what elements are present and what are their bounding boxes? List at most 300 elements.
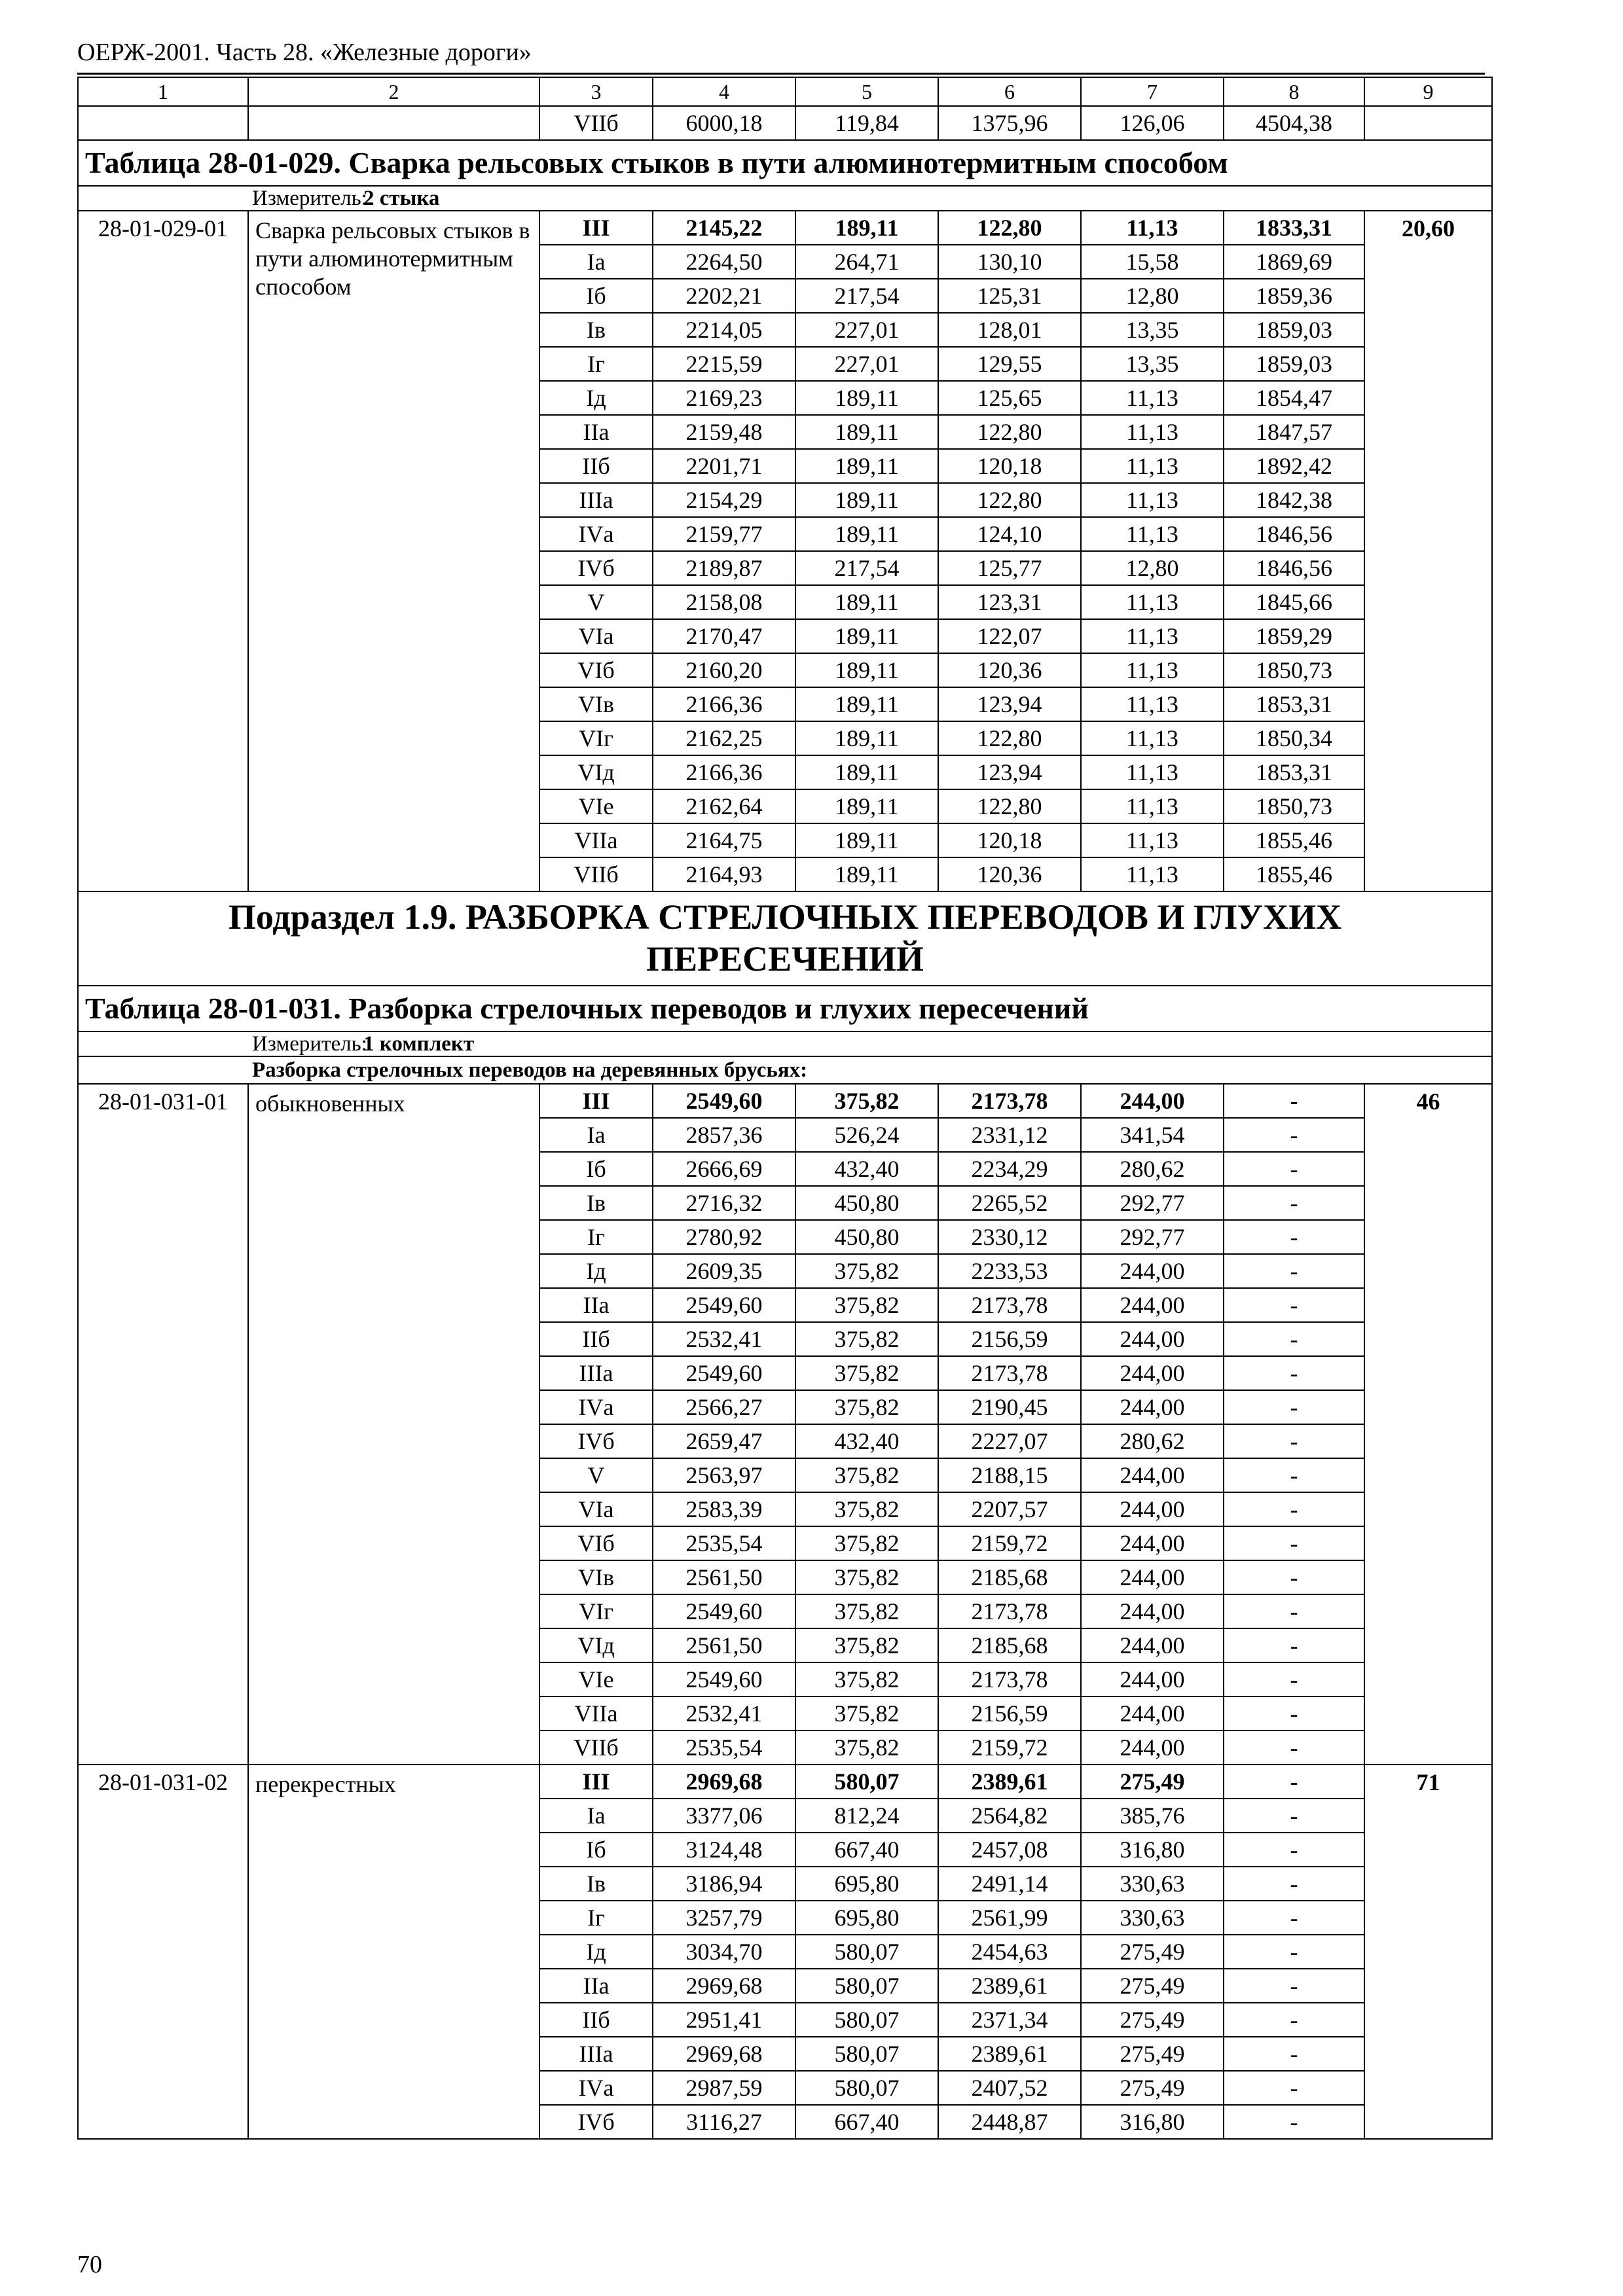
zone-cell: Iг <box>539 1901 653 1935</box>
zone-cell: VIа <box>539 619 653 653</box>
norm-code: 28-01-031-02 <box>78 1765 248 2139</box>
value-cell: 1853,31 <box>1224 687 1364 721</box>
value-cell: 244,00 <box>1081 1492 1224 1526</box>
value-cell: - <box>1224 1390 1364 1424</box>
zone-cell: Iд <box>539 1935 653 1969</box>
value-cell: 122,80 <box>938 483 1081 517</box>
value-cell: 189,11 <box>795 585 938 619</box>
value-cell: 11,13 <box>1081 483 1224 517</box>
zone-cell: III <box>539 211 653 245</box>
column-number-row <box>78 77 1492 106</box>
value-cell: - <box>1224 1186 1364 1220</box>
value-cell: 120,36 <box>938 653 1081 687</box>
value-cell: 526,24 <box>795 1118 938 1152</box>
measurement-unit <box>78 186 1492 211</box>
value-cell: - <box>1224 1084 1364 1118</box>
value-cell: 12,80 <box>1081 279 1224 313</box>
value-cell: 1859,29 <box>1224 619 1364 653</box>
value-cell: 2265,52 <box>938 1186 1081 1220</box>
value-cell: 2156,59 <box>938 1696 1081 1731</box>
value-cell: 1869,69 <box>1224 245 1364 279</box>
value-cell: 122,07 <box>938 619 1081 653</box>
value-cell: 1859,03 <box>1224 313 1364 347</box>
value-cell: 2666,69 <box>653 1152 795 1186</box>
value-cell: 2164,75 <box>653 823 795 857</box>
value-cell: 2173,78 <box>938 1356 1081 1390</box>
value-cell: 244,00 <box>1081 1696 1224 1731</box>
zone-cell: V <box>539 1458 653 1492</box>
value-cell: 1850,73 <box>1224 653 1364 687</box>
value-cell: 11,13 <box>1081 823 1224 857</box>
value-cell: 2549,60 <box>653 1288 795 1322</box>
value-cell: 217,54 <box>795 279 938 313</box>
value-cell: 2549,60 <box>653 1662 795 1696</box>
norm-code: 28-01-029-01 <box>78 211 248 891</box>
value-cell: 120,18 <box>938 823 1081 857</box>
zone-cell: V <box>539 585 653 619</box>
zone-cell: VIд <box>539 1628 653 1662</box>
zone-cell: VIб <box>539 1526 653 1560</box>
value-cell: - <box>1224 1799 1364 1833</box>
value-cell: 2389,61 <box>938 2037 1081 2071</box>
value-cell: 3124,48 <box>653 1833 795 1867</box>
value-cell: 695,80 <box>795 1901 938 1935</box>
value-cell: 244,00 <box>1081 1662 1224 1696</box>
value-cell: 2234,29 <box>938 1152 1081 1186</box>
zone-cell: Iг <box>539 1220 653 1254</box>
value-cell: 244,00 <box>1081 1084 1224 1118</box>
measurement-unit <box>78 1031 1492 1056</box>
value-cell: 580,07 <box>795 2071 938 2105</box>
zone-cell: IVб <box>539 1424 653 1458</box>
value-cell: 189,11 <box>795 789 938 823</box>
zone-cell: VIIб <box>539 1731 653 1765</box>
value-cell: 130,10 <box>938 245 1081 279</box>
value-cell: 1859,03 <box>1224 347 1364 381</box>
value-cell: - <box>1224 1833 1364 1867</box>
value-cell: 2162,64 <box>653 789 795 823</box>
value-cell: 375,82 <box>795 1731 938 1765</box>
zone-cell: Iа <box>539 1118 653 1152</box>
value-cell: 375,82 <box>795 1322 938 1356</box>
value-cell: 280,62 <box>1081 1424 1224 1458</box>
value-cell: - <box>1224 2003 1364 2037</box>
value-cell: 120,18 <box>938 449 1081 483</box>
value-cell: 6000,18 <box>653 106 795 140</box>
zone-cell: Iв <box>539 1186 653 1220</box>
value-cell: 11,13 <box>1081 585 1224 619</box>
value-cell: 15,58 <box>1081 245 1224 279</box>
running-header: ОЕРЖ-2001. Часть 28. «Железные дороги» <box>77 39 532 66</box>
group-heading: Разборка стрелочных переводов на деревянных брусьях: <box>78 1056 1492 1084</box>
value-cell: 126,06 <box>1081 106 1224 140</box>
value-cell: 1853,31 <box>1224 755 1364 789</box>
zone-cell: VIг <box>539 1594 653 1628</box>
zone-cell: Iв <box>539 1867 653 1901</box>
value-cell: 316,80 <box>1081 2105 1224 2139</box>
value-cell: 11,13 <box>1081 721 1224 755</box>
value-cell: - <box>1224 1731 1364 1765</box>
value-cell: 244,00 <box>1081 1526 1224 1560</box>
column-number: 5 <box>795 77 938 106</box>
zone-cell: IIIа <box>539 2037 653 2071</box>
value-cell: 227,01 <box>795 347 938 381</box>
table-title: Таблица 28-01-031. Разборка стрелочных переводов и глухих пересечений <box>78 986 1492 1031</box>
value-cell: - <box>1224 1662 1364 1696</box>
value-cell: 2190,45 <box>938 1390 1081 1424</box>
value-cell: 1845,66 <box>1224 585 1364 619</box>
zone-cell: Iв <box>539 313 653 347</box>
group-heading-row <box>78 1056 1492 1084</box>
work-name: Сварка рельсовых стыков в пути алюминотермитным способом <box>248 211 539 891</box>
value-cell: 812,24 <box>795 1799 938 1833</box>
value-cell: 2158,08 <box>653 585 795 619</box>
value-cell: 244,00 <box>1081 1628 1224 1662</box>
value-cell: - <box>1224 2037 1364 2071</box>
value-cell: 375,82 <box>795 1492 938 1526</box>
value-cell: - <box>1224 1526 1364 1560</box>
norm-code: 28-01-031-01 <box>78 1084 248 1765</box>
value-cell: 189,11 <box>795 653 938 687</box>
value-cell: 2563,97 <box>653 1458 795 1492</box>
value-cell: - <box>1224 1901 1364 1935</box>
table-row <box>78 1765 1492 1799</box>
value-cell: 227,01 <box>795 313 938 347</box>
value-cell: 2407,52 <box>938 2071 1081 2105</box>
value-cell: 189,11 <box>795 823 938 857</box>
zone-cell: IVа <box>539 2071 653 2105</box>
value-cell: 275,49 <box>1081 1765 1224 1799</box>
value-cell: 125,77 <box>938 551 1081 585</box>
value-cell: 264,71 <box>795 245 938 279</box>
value-cell: - <box>1224 1356 1364 1390</box>
value-cell: 375,82 <box>795 1254 938 1288</box>
zone-cell: VIг <box>539 721 653 755</box>
value-cell: 375,82 <box>795 1594 938 1628</box>
value-cell: 2448,87 <box>938 2105 1081 2139</box>
value-cell: 2371,34 <box>938 2003 1081 2037</box>
value-cell: 128,01 <box>938 313 1081 347</box>
value-cell: 11,13 <box>1081 381 1224 415</box>
value-cell: 189,11 <box>795 857 938 891</box>
value-cell: 275,49 <box>1081 2037 1224 2071</box>
value-cell: 1846,56 <box>1224 517 1364 551</box>
value-cell: 2202,21 <box>653 279 795 313</box>
value-cell: 275,49 <box>1081 1935 1224 1969</box>
value-cell: 2561,50 <box>653 1628 795 1662</box>
value-cell: 2549,60 <box>653 1084 795 1118</box>
value-cell: 375,82 <box>795 1390 938 1424</box>
value-cell: 244,00 <box>1081 1288 1224 1322</box>
value-cell: 189,11 <box>795 721 938 755</box>
value-cell: 125,65 <box>938 381 1081 415</box>
value-cell: 275,49 <box>1081 1969 1224 2003</box>
value-cell: 123,31 <box>938 585 1081 619</box>
value-cell: 2214,05 <box>653 313 795 347</box>
value-cell: 122,80 <box>938 721 1081 755</box>
value-cell: 11,13 <box>1081 517 1224 551</box>
value-cell: 3116,27 <box>653 2105 795 2139</box>
value-cell: 2207,57 <box>938 1492 1081 1526</box>
value-cell: 2173,78 <box>938 1288 1081 1322</box>
value-cell: 189,11 <box>795 415 938 449</box>
value-cell: 1855,46 <box>1224 823 1364 857</box>
value-cell: 244,00 <box>1081 1731 1224 1765</box>
zone-cell: VIв <box>539 1560 653 1594</box>
value-cell: 189,11 <box>795 381 938 415</box>
value-cell: 2969,68 <box>653 1969 795 2003</box>
value-cell: 1892,42 <box>1224 449 1364 483</box>
value-cell: 330,63 <box>1081 1901 1224 1935</box>
value-cell: 2457,08 <box>938 1833 1081 1867</box>
value-cell: 122,80 <box>938 415 1081 449</box>
value-cell: 450,80 <box>795 1220 938 1254</box>
value-cell: 2170,47 <box>653 619 795 653</box>
zone-cell: Iб <box>539 1833 653 1867</box>
value-cell: 2389,61 <box>938 1765 1081 1799</box>
value-cell: 244,00 <box>1081 1458 1224 1492</box>
zone-cell: Iа <box>539 245 653 279</box>
value-cell: 2189,87 <box>653 551 795 585</box>
labor-cost-cell: 20,60 <box>1364 211 1492 891</box>
value-cell: 244,00 <box>1081 1390 1224 1424</box>
value-cell: 2561,50 <box>653 1560 795 1594</box>
value-cell: 375,82 <box>795 1288 938 1322</box>
value-cell: 2951,41 <box>653 2003 795 2037</box>
value-cell: 11,13 <box>1081 619 1224 653</box>
value-cell: 2173,78 <box>938 1084 1081 1118</box>
value-cell: 124,10 <box>938 517 1081 551</box>
value-cell: 1855,46 <box>1224 857 1364 891</box>
unit-value: 2 стыка <box>363 186 440 210</box>
value-cell: 580,07 <box>795 1969 938 2003</box>
zone-cell: III <box>539 1084 653 1118</box>
zone-cell: Iа <box>539 1799 653 1833</box>
value-cell: 1846,56 <box>1224 551 1364 585</box>
work-name: обыкновенных <box>248 1084 539 1765</box>
value-cell: 667,40 <box>795 2105 938 2139</box>
value-cell: - <box>1224 1492 1364 1526</box>
value-cell: 3186,94 <box>653 1867 795 1901</box>
empty-cell <box>248 106 539 140</box>
zone-cell: VIIа <box>539 823 653 857</box>
measurement-unit-row <box>78 1031 1492 1056</box>
column-number: 7 <box>1081 77 1224 106</box>
unit-label: Измеритель: <box>252 186 367 210</box>
zone-cell: VIIб <box>539 857 653 891</box>
value-cell: 11,13 <box>1081 449 1224 483</box>
zone-cell: IIа <box>539 1288 653 1322</box>
zone-cell: IVб <box>539 2105 653 2139</box>
value-cell: 11,13 <box>1081 415 1224 449</box>
table-title: Таблица 28-01-029. Сварка рельсовых стыков в пути алюминотермитным способом <box>78 140 1492 186</box>
value-cell: - <box>1224 1254 1364 1288</box>
unit-label: Измеритель: <box>252 1031 367 1056</box>
value-cell: 2535,54 <box>653 1526 795 1560</box>
value-cell: 2159,77 <box>653 517 795 551</box>
column-number: 8 <box>1224 77 1364 106</box>
value-cell: 119,84 <box>795 106 938 140</box>
value-cell: 2331,12 <box>938 1118 1081 1152</box>
value-cell: 2227,07 <box>938 1424 1081 1458</box>
value-cell: 2969,68 <box>653 1765 795 1799</box>
zone-cell: IVб <box>539 551 653 585</box>
value-cell: - <box>1224 1458 1364 1492</box>
value-cell: 2491,14 <box>938 1867 1081 1901</box>
measurement-unit-row <box>78 186 1492 211</box>
value-cell: 2169,23 <box>653 381 795 415</box>
value-cell: - <box>1224 1696 1364 1731</box>
column-number: 3 <box>539 77 653 106</box>
value-cell: 2659,47 <box>653 1424 795 1458</box>
value-cell: 580,07 <box>795 2003 938 2037</box>
value-cell: 122,80 <box>938 211 1081 245</box>
value-cell: 2549,60 <box>653 1594 795 1628</box>
value-cell <box>1364 106 1492 140</box>
value-cell: 450,80 <box>795 1186 938 1220</box>
value-cell: 432,40 <box>795 1152 938 1186</box>
zone-cell: IIIа <box>539 483 653 517</box>
value-cell: 375,82 <box>795 1560 938 1594</box>
value-cell: - <box>1224 1288 1364 1322</box>
value-cell: 2987,59 <box>653 2071 795 2105</box>
value-cell: 2532,41 <box>653 1322 795 1356</box>
value-cell: 2188,15 <box>938 1458 1081 1492</box>
value-cell: 12,80 <box>1081 551 1224 585</box>
value-cell: 341,54 <box>1081 1118 1224 1152</box>
value-cell: 2164,93 <box>653 857 795 891</box>
value-cell: 3257,79 <box>653 1901 795 1935</box>
zone-cell: IVа <box>539 1390 653 1424</box>
value-cell: 2162,25 <box>653 721 795 755</box>
value-cell: - <box>1224 1220 1364 1254</box>
value-cell: 244,00 <box>1081 1254 1224 1288</box>
value-cell: 2173,78 <box>938 1594 1081 1628</box>
value-cell: - <box>1224 1867 1364 1901</box>
value-cell: 432,40 <box>795 1424 938 1458</box>
value-cell: 1833,31 <box>1224 211 1364 245</box>
value-cell: - <box>1224 1322 1364 1356</box>
value-cell: 4504,38 <box>1224 106 1364 140</box>
value-cell: 11,13 <box>1081 687 1224 721</box>
value-cell: 189,11 <box>795 517 938 551</box>
header-rule <box>77 73 1485 75</box>
value-cell: 1847,57 <box>1224 415 1364 449</box>
zone-cell: Iг <box>539 347 653 381</box>
value-cell: 667,40 <box>795 1833 938 1867</box>
zone-cell: Iд <box>539 381 653 415</box>
value-cell: 2535,54 <box>653 1731 795 1765</box>
zone-cell: III <box>539 1765 653 1799</box>
value-cell: 695,80 <box>795 1867 938 1901</box>
value-cell: 375,82 <box>795 1662 938 1696</box>
value-cell: 189,11 <box>795 755 938 789</box>
norms-table-container <box>77 77 1493 2140</box>
value-cell: 2185,68 <box>938 1560 1081 1594</box>
value-cell: 2969,68 <box>653 2037 795 2071</box>
zone-cell: IIа <box>539 415 653 449</box>
value-cell: 330,63 <box>1081 1867 1224 1901</box>
value-cell: 2532,41 <box>653 1696 795 1731</box>
value-cell: 2583,39 <box>653 1492 795 1526</box>
zone-cell: VIа <box>539 1492 653 1526</box>
value-cell: 3377,06 <box>653 1799 795 1833</box>
value-cell: 11,13 <box>1081 789 1224 823</box>
column-number: 2 <box>248 77 539 106</box>
table-title-row <box>78 986 1492 1031</box>
empty-cell <box>78 106 248 140</box>
zone-cell: VIб <box>539 653 653 687</box>
value-cell: 1850,73 <box>1224 789 1364 823</box>
value-cell: 123,94 <box>938 687 1081 721</box>
value-cell: 375,82 <box>795 1356 938 1390</box>
value-cell: 375,82 <box>795 1628 938 1662</box>
value-cell: 189,11 <box>795 211 938 245</box>
value-cell: - <box>1224 1118 1364 1152</box>
value-cell: 217,54 <box>795 551 938 585</box>
value-cell: 2166,36 <box>653 755 795 789</box>
value-cell: 2215,59 <box>653 347 795 381</box>
value-cell: 2330,12 <box>938 1220 1081 1254</box>
value-cell: 2780,92 <box>653 1220 795 1254</box>
value-cell: 2549,60 <box>653 1356 795 1390</box>
work-name: перекрестных <box>248 1765 539 2139</box>
value-cell: VIIб <box>539 106 653 140</box>
value-cell: 2564,82 <box>938 1799 1081 1833</box>
value-cell: 1842,38 <box>1224 483 1364 517</box>
value-cell: 2454,63 <box>938 1935 1081 1969</box>
value-cell: 2857,36 <box>653 1118 795 1152</box>
zone-cell: IIа <box>539 1969 653 2003</box>
value-cell: - <box>1224 2105 1364 2139</box>
labor-cost-cell: 71 <box>1364 1765 1492 2139</box>
value-cell: 292,77 <box>1081 1220 1224 1254</box>
value-cell: 2159,48 <box>653 415 795 449</box>
value-cell: - <box>1224 1628 1364 1662</box>
value-cell: 375,82 <box>795 1084 938 1118</box>
value-cell: 375,82 <box>795 1696 938 1731</box>
value-cell: 244,00 <box>1081 1322 1224 1356</box>
zone-cell: IIб <box>539 2003 653 2037</box>
zone-cell: VIе <box>539 1662 653 1696</box>
subsection-title: Подраздел 1.9. РАЗБОРКА СТРЕЛОЧНЫХ ПЕРЕВОДОВ И ГЛУХИХ ПЕРЕСЕЧЕНИЙ <box>78 891 1492 986</box>
value-cell: 2154,29 <box>653 483 795 517</box>
value-cell: 2166,36 <box>653 687 795 721</box>
value-cell: - <box>1224 1765 1364 1799</box>
value-cell: - <box>1224 1152 1364 1186</box>
zone-cell: IIб <box>539 1322 653 1356</box>
carryover-row <box>78 106 1492 140</box>
value-cell: 375,82 <box>795 1526 938 1560</box>
value-cell: 2716,32 <box>653 1186 795 1220</box>
value-cell: 275,49 <box>1081 2003 1224 2037</box>
column-number: 6 <box>938 77 1081 106</box>
value-cell: 13,35 <box>1081 313 1224 347</box>
value-cell: 11,13 <box>1081 755 1224 789</box>
zone-cell: IVа <box>539 517 653 551</box>
value-cell: 292,77 <box>1081 1186 1224 1220</box>
value-cell: - <box>1224 2071 1364 2105</box>
subsection-row <box>78 891 1492 986</box>
value-cell: 13,35 <box>1081 347 1224 381</box>
table-row <box>78 1084 1492 1118</box>
value-cell: 1375,96 <box>938 106 1081 140</box>
value-cell: 120,36 <box>938 857 1081 891</box>
value-cell: 580,07 <box>795 2037 938 2071</box>
norms-table <box>77 77 1493 2140</box>
table-title-row <box>78 140 1492 186</box>
zone-cell: IIб <box>539 449 653 483</box>
